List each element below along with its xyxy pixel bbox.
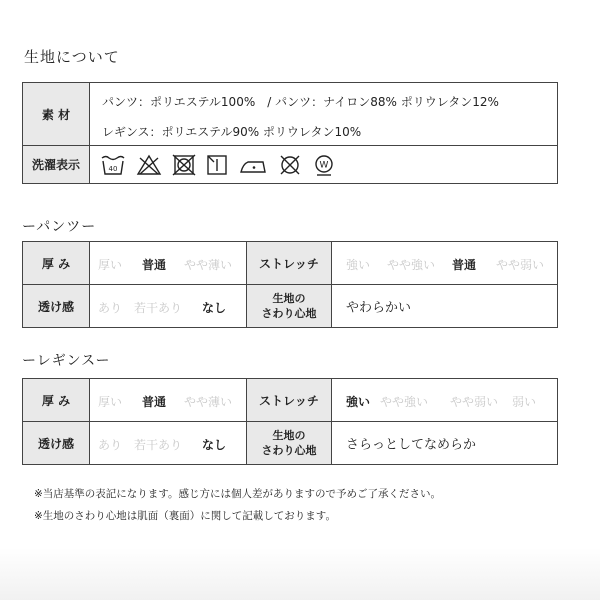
pants-stretch-option: 強い xyxy=(346,258,371,272)
pants-thickness-label: 厚 み xyxy=(23,242,90,285)
pants-thickness-option: 厚い xyxy=(98,258,123,272)
pants-transparency-label: 透け感 xyxy=(23,285,90,328)
leggings-heading: ーレギンスー xyxy=(22,353,111,369)
wet-clean-text: W xyxy=(319,160,329,170)
no-dry-clean-icon xyxy=(278,154,302,176)
leggings-stretch-option: 弱い xyxy=(512,395,537,409)
pants-transparency-option: 若干あり xyxy=(134,301,183,315)
pants-thickness-option: 普通 xyxy=(142,258,167,272)
leggings-feel-label-line-2: さわり心地 xyxy=(261,444,317,457)
wash-40-icon xyxy=(100,154,126,176)
washing-cell xyxy=(90,146,558,184)
leggings-thickness-label: 厚 み xyxy=(23,379,90,422)
wet-clean-icon xyxy=(312,153,336,177)
leggings-transparency-option: なし xyxy=(202,438,227,452)
leggings-thickness-option: 厚い xyxy=(98,395,123,409)
no-bleach-icon xyxy=(136,154,162,176)
leggings-stretch-cell xyxy=(332,379,558,422)
leggings-stretch-option: やや強い xyxy=(380,395,429,409)
pants-transparency-cell xyxy=(90,285,247,328)
pants-feel-label xyxy=(247,285,332,328)
pants-transparency-option: あり xyxy=(98,301,123,315)
pants-feel-label-line-2: さわり心地 xyxy=(261,307,317,320)
leggings-thickness-cell xyxy=(90,379,247,422)
material-line-1: パンツ：ポリエステル100% / パンツ：ナイロン88% ポリウレタン12% xyxy=(102,95,499,109)
leggings-stretch-label: ストレッチ xyxy=(247,379,332,422)
pants-stretch-option: やや強い xyxy=(387,258,436,272)
pants-feel-value: やわらかい xyxy=(346,300,412,316)
leggings-transparency-label: 透け感 xyxy=(23,422,90,465)
leggings-feel-label-line-1: 生地の xyxy=(272,429,306,442)
line-dry-icon xyxy=(206,154,228,176)
pants-feel-cell xyxy=(332,285,558,328)
material-line-2: レギンス：ポリエステル90% ポリウレタン10% xyxy=(102,125,362,139)
leggings-feel-cell xyxy=(332,422,558,465)
note-2: ※生地のさわり心地は肌面（裏面）に関して記載しております。 xyxy=(34,510,336,522)
pants-thickness-cell xyxy=(90,242,247,285)
pants-heading: ーパンツー xyxy=(22,219,97,235)
material-label: 素 材 xyxy=(23,83,90,146)
page-title: 生地について xyxy=(24,48,120,66)
pants-stretch-label: ストレッチ xyxy=(247,242,332,285)
iron-low-icon xyxy=(238,154,268,176)
leggings-feel-value: さらっとしてなめらか xyxy=(346,437,477,453)
leggings-transparency-cell xyxy=(90,422,247,465)
leggings-thickness-option: 普通 xyxy=(142,395,167,409)
leggings-table xyxy=(22,378,558,465)
pants-transparency-option: なし xyxy=(202,301,227,315)
material-table xyxy=(22,82,558,184)
leggings-stretch-option: 強い xyxy=(346,395,371,409)
leggings-transparency-option: あり xyxy=(98,438,123,452)
pants-stretch-option: やや弱い xyxy=(496,258,545,272)
note-1: ※当店基準の表記になります。感じ方には個人差がありますので予めご了承ください。 xyxy=(34,488,441,500)
leggings-feel-label xyxy=(247,422,332,465)
pants-thickness-option: やや薄い xyxy=(184,258,233,272)
leggings-stretch-option: やや弱い xyxy=(450,395,499,409)
pants-table xyxy=(22,241,558,328)
wash-temp-text: 40 xyxy=(108,164,118,173)
pants-feel-label-line-1: 生地の xyxy=(272,292,306,305)
bottom-fade xyxy=(0,548,600,600)
no-tumble-dry-icon xyxy=(172,154,196,176)
pants-stretch-option: 普通 xyxy=(452,258,477,272)
leggings-transparency-option: 若干あり xyxy=(134,438,183,452)
leggings-thickness-option: やや薄い xyxy=(184,395,233,409)
washing-label: 洗濯表示 xyxy=(23,146,90,184)
pants-stretch-cell xyxy=(332,242,558,285)
material-cell xyxy=(90,83,558,146)
